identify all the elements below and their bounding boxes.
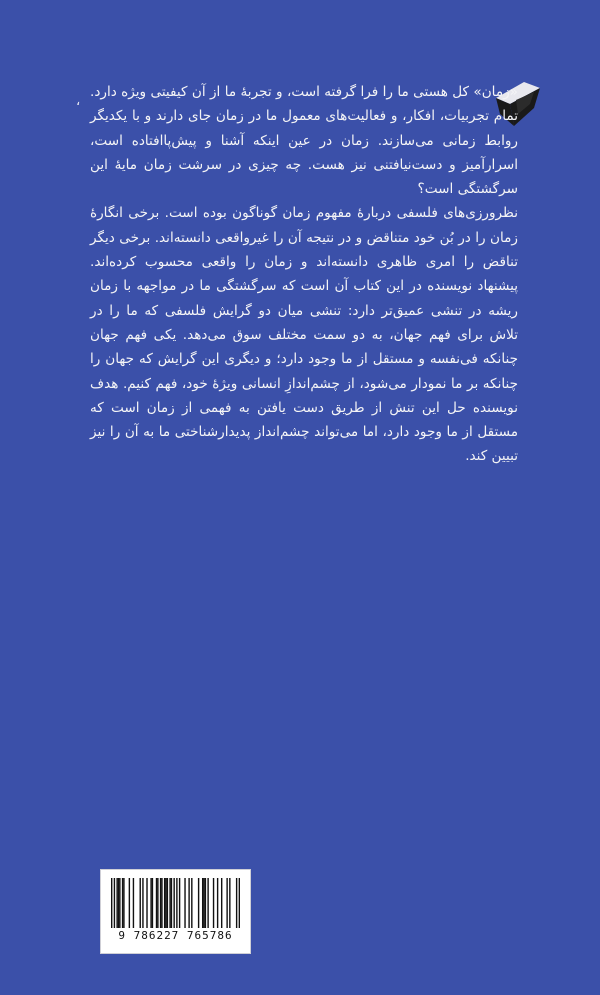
barcode-bar xyxy=(226,878,227,928)
barcode-bar xyxy=(129,878,130,928)
barcode-bar xyxy=(116,878,117,928)
barcode-bar xyxy=(152,878,153,928)
barcode-bar xyxy=(239,878,240,928)
barcode-bar xyxy=(179,878,180,928)
barcode-bar xyxy=(133,878,134,928)
isbn-number: 9 786227 765786 xyxy=(118,929,233,942)
barcode-bar xyxy=(176,878,177,928)
barcode-bar xyxy=(114,878,115,928)
barcode-bar xyxy=(198,878,199,928)
barcode-bar xyxy=(221,878,222,928)
barcode-bar xyxy=(213,878,214,928)
blurb-paragraph-1: «زمان» کل هستی ما را فرا گرفته است، و تجربهٔ ما از آن کیفیتی ویژه دارد. تمام تجربیات، افکار، و فعالیت‌های معمول ما در زمان جای دارند و با یکدیگر روابط زمانی می‌سازند. زمان در عین اینکه آشنا و پیش‌پاافتاده است، اسرارآمیز و دست‌نیافتنی نیز هست. چه چیزی در سرشت زمان مایهٔ این سرگشتگی است؟ xyxy=(90,84,518,198)
barcode-bar xyxy=(164,878,165,928)
barcode-bar xyxy=(165,878,166,928)
barcode-bar xyxy=(157,878,158,928)
barcode-bar xyxy=(167,878,168,928)
barcode-bar xyxy=(173,878,174,928)
barcode-bar xyxy=(140,878,141,928)
barcode-bar xyxy=(119,878,120,928)
barcode-bar xyxy=(150,878,151,928)
barcode-bar xyxy=(161,878,162,928)
barcode-bar xyxy=(156,878,157,928)
barcode-bar xyxy=(122,878,123,928)
barcode-bar xyxy=(188,878,189,928)
barcode-bar xyxy=(142,878,143,928)
barcode-bar xyxy=(229,878,230,928)
barcode-bar xyxy=(146,878,147,928)
barcode-bar xyxy=(191,878,192,928)
barcode-bar xyxy=(205,878,206,928)
barcode-bar xyxy=(160,878,161,928)
barcode-bar xyxy=(111,878,112,928)
barcode-bar xyxy=(207,878,208,928)
isbn-barcode xyxy=(100,869,251,954)
barcode-bar xyxy=(171,878,172,928)
barcode-bar xyxy=(118,878,119,928)
back-cover-blurb xyxy=(90,80,518,469)
barcode-bar xyxy=(203,878,204,928)
barcode-bar xyxy=(202,878,203,928)
barcode-bar xyxy=(217,878,218,928)
barcode-bar xyxy=(169,878,170,928)
stray-punctuation: ، xyxy=(76,94,81,109)
barcode-bars xyxy=(111,878,240,928)
blurb-paragraph-2: نظرورزی‌های فلسفی دربارهٔ مفهوم زمان گوناگون بوده است. برخی انگارهٔ زمان را در بُن خود متناقض و در نتیجه آن را غیرواقعی دانسته‌اند. برخی دیگر تناقض را امری ظاهری دانسته‌اند و زمان را واقعی محسوب کرده‌اند. پیشنهاد نویسنده در این کتاب آن است که سرگشتگی ما در مواجهه با زمان ریشه در تنشی عمیق‌تر دارد: تنشی میان دو گرایش فلسفی که ما را در تلاش برای فهم جهان، به دو سمت مختلف سوق می‌دهد. یکی فهم جهان چنانکه فی‌نفسه و مستقل از ما وجود دارد؛ و دیگری این گرایش که جهان را چنانکه بر ما نمودار می‌شود، از چشم‌اندازِ انسانی ویژهٔ خود، فهم کنیم. هدف نویسنده حل این تنش از طریق دست یافتن به فهمی از زمان است که مستقل از ما وجود دارد، اما می‌تواند چشم‌انداز پدیدارشناختی ما به آن را نیز تبیین کند. xyxy=(90,205,518,465)
barcode-bar xyxy=(236,878,237,928)
barcode-bar xyxy=(184,878,185,928)
barcode-bar xyxy=(123,878,124,928)
